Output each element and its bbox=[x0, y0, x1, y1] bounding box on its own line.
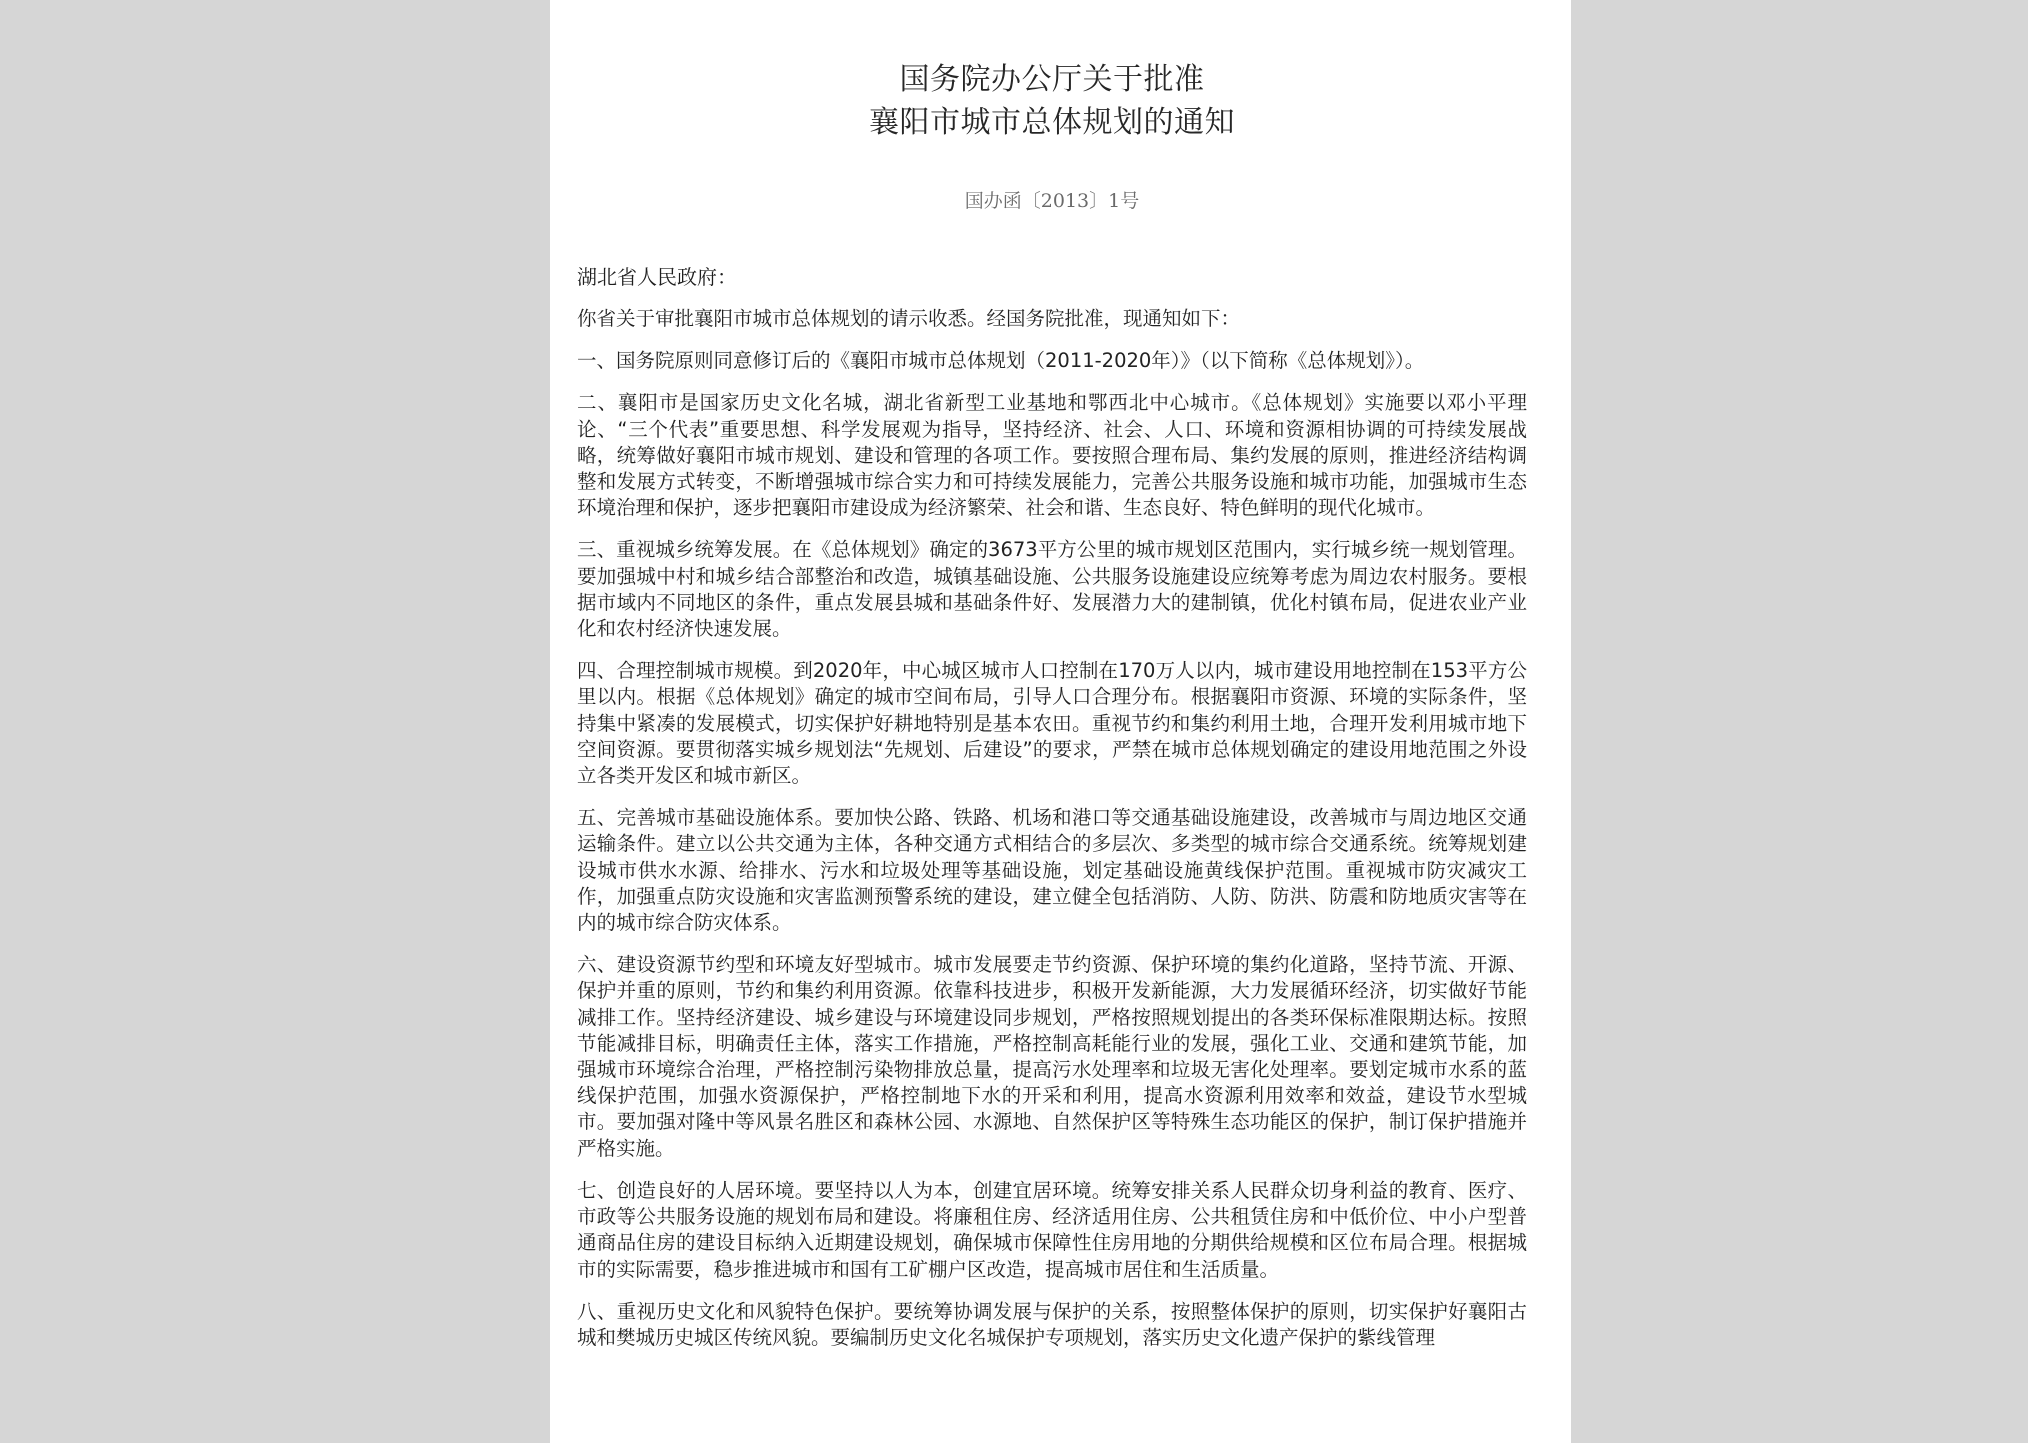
paragraph-intro: 你省关于审批襄阳市城市总体规划的请示收悉。经国务院批准，现通知如下： bbox=[577, 307, 1241, 330]
paragraph-5: 五、完善城市基础设施体系。要加快公路、铁路、机场和港口等交通基础设施建设，改善城市与周边地区交通运输条件。建立以公共交通为主体，各种交通方式相结合的多层次、多类型的城市综合交通系统。统筹规划建设城市供水水源、给排水、污水和垃圾处理等基础设施，划定基础设施黄线保护范围。重视城市防灾减灾工作，加强重点防灾设施和灾害监测预警系统的建设，建立健全包括消防、人防、防洪、防震和防地质灾害等在内的城市综合防灾体系。 bbox=[577, 806, 1527, 935]
paragraph-1: 一、国务院原则同意修订后的《襄阳市城市总体规划（2011-2020年）》（以下简称《总体规划》）。 bbox=[577, 349, 1425, 373]
salutation: 湖北省人民政府： bbox=[577, 265, 737, 289]
paragraph-8: 八、重视历史文化和风貌特色保护。要统筹协调发展与保护的关系，按照整体保护的原则，切实保护好襄阳古城和樊城历史城区传统风貌。要编制历史文化名城保护专项规划，落实历史文化遗产保护的紫线管理 bbox=[577, 1299, 1527, 1349]
paragraph-2: 二、襄阳市是国家历史文化名城，湖北省新型工业基地和鄂西北中心城市。《总体规划》实施要以邓小平理论、“三个代表”重要思想、科学发展观为指导，坚持经济、社会、人口、环境和资源相协调的可持续发展战略，统筹做好襄阳市城市规划、建设和管理的各项工作。要按照合理布局、集约发展的原则，推进经济结构调整和发展方式转变，不断增强城市综合实力和可持续发展能力，完善公共服务设施和城市功能，加强城市生态环境治理和保护，逐步把襄阳市建设成为经济繁荣、社会和谐、生态良好、特色鲜明的现代化城市。 bbox=[577, 391, 1527, 520]
document-number: 国办函〔2013〕1号 bbox=[964, 190, 1140, 212]
title-line-1: 国务院办公厅关于批准 bbox=[899, 62, 1205, 97]
paragraph-4: 四、合理控制城市规模。到2020年，中心城区城市人口控制在170万人以内，城市建设用地控制在153平方公里以内。根据《总体规划》确定的城市空间布局，引导人口合理分布。根据襄阳市资源、环境的实际条件，坚持集中紧凑的发展模式，切实保护好耕地特别是基本农田。重视节约和集约利用土地，合理开发利用城市地下空间资源。要贯彻落实城乡规划法“先规划、后建设”的要求，严禁在城市总体规划确定的建设用地范围之外设立各类开发区和城市新区。 bbox=[577, 659, 1527, 788]
document-title bbox=[577, 58, 1527, 144]
paragraph-6: 六、建设资源节约型和环境友好型城市。城市发展要走节约资源、保护环境的集约化道路，坚持节流、开源、保护并重的原则，节约和集约利用资源。依靠科技进步，积极开发新能源，大力发展循环经济，切实做好节能减排工作。坚持经济建设、城乡建设与环境建设同步规划，严格按照规划提出的各类环保标准限期达标。按照节能减排目标，明确责任主体，落实工作措施，严格控制高耗能行业的发展，强化工业、交通和建筑节能，加强城市环境综合治理，严格控制污染物排放总量，提高污水处理率和垃圾无害化处理率。要划定城市水系的蓝线保护范围，加强水资源保护，严格控制地下水的开采和利用，提高水资源利用效率和效益，建设节水型城市。要加强对隆中等风景名胜区和森林公园、水源地、自然保护区等特殊生态功能区的保护，制订保护措施并严格实施。 bbox=[577, 953, 1527, 1160]
paragraph-3: 三、重视城乡统筹发展。在《总体规划》确定的3673平方公里的城市规划区范围内，实行城乡统一规划管理。要加强城中村和城乡结合部整治和改造，城镇基础设施、公共服务设施建设应统筹考虑为周边农村服务。要根据市域内不同地区的条件，重点发展县城和基础条件好、发展潜力大的建制镇，优化村镇布局，促进农业产业化和农村经济快速发展。 bbox=[577, 538, 1527, 641]
paragraph-7: 七、创造良好的人居环境。要坚持以人为本，创建宜居环境。统筹安排关系人民群众切身利益的教育、医疗、市政等公共服务设施的规划布局和建设。将廉租住房、经济适用住房、公共租赁住房和中低价位、中小户型普通商品住房的建设目标纳入近期建设规划，确保城市保障性住房用地的分期供给规模和区位布局合理。根据城市的实际需要，稳步推进城市和国有工矿棚户区改造，提高城市居住和生活质量。 bbox=[577, 1178, 1527, 1281]
title-line-2: 襄阳市城市总体规划的通知 bbox=[869, 105, 1235, 140]
document-page bbox=[550, 0, 1571, 1443]
